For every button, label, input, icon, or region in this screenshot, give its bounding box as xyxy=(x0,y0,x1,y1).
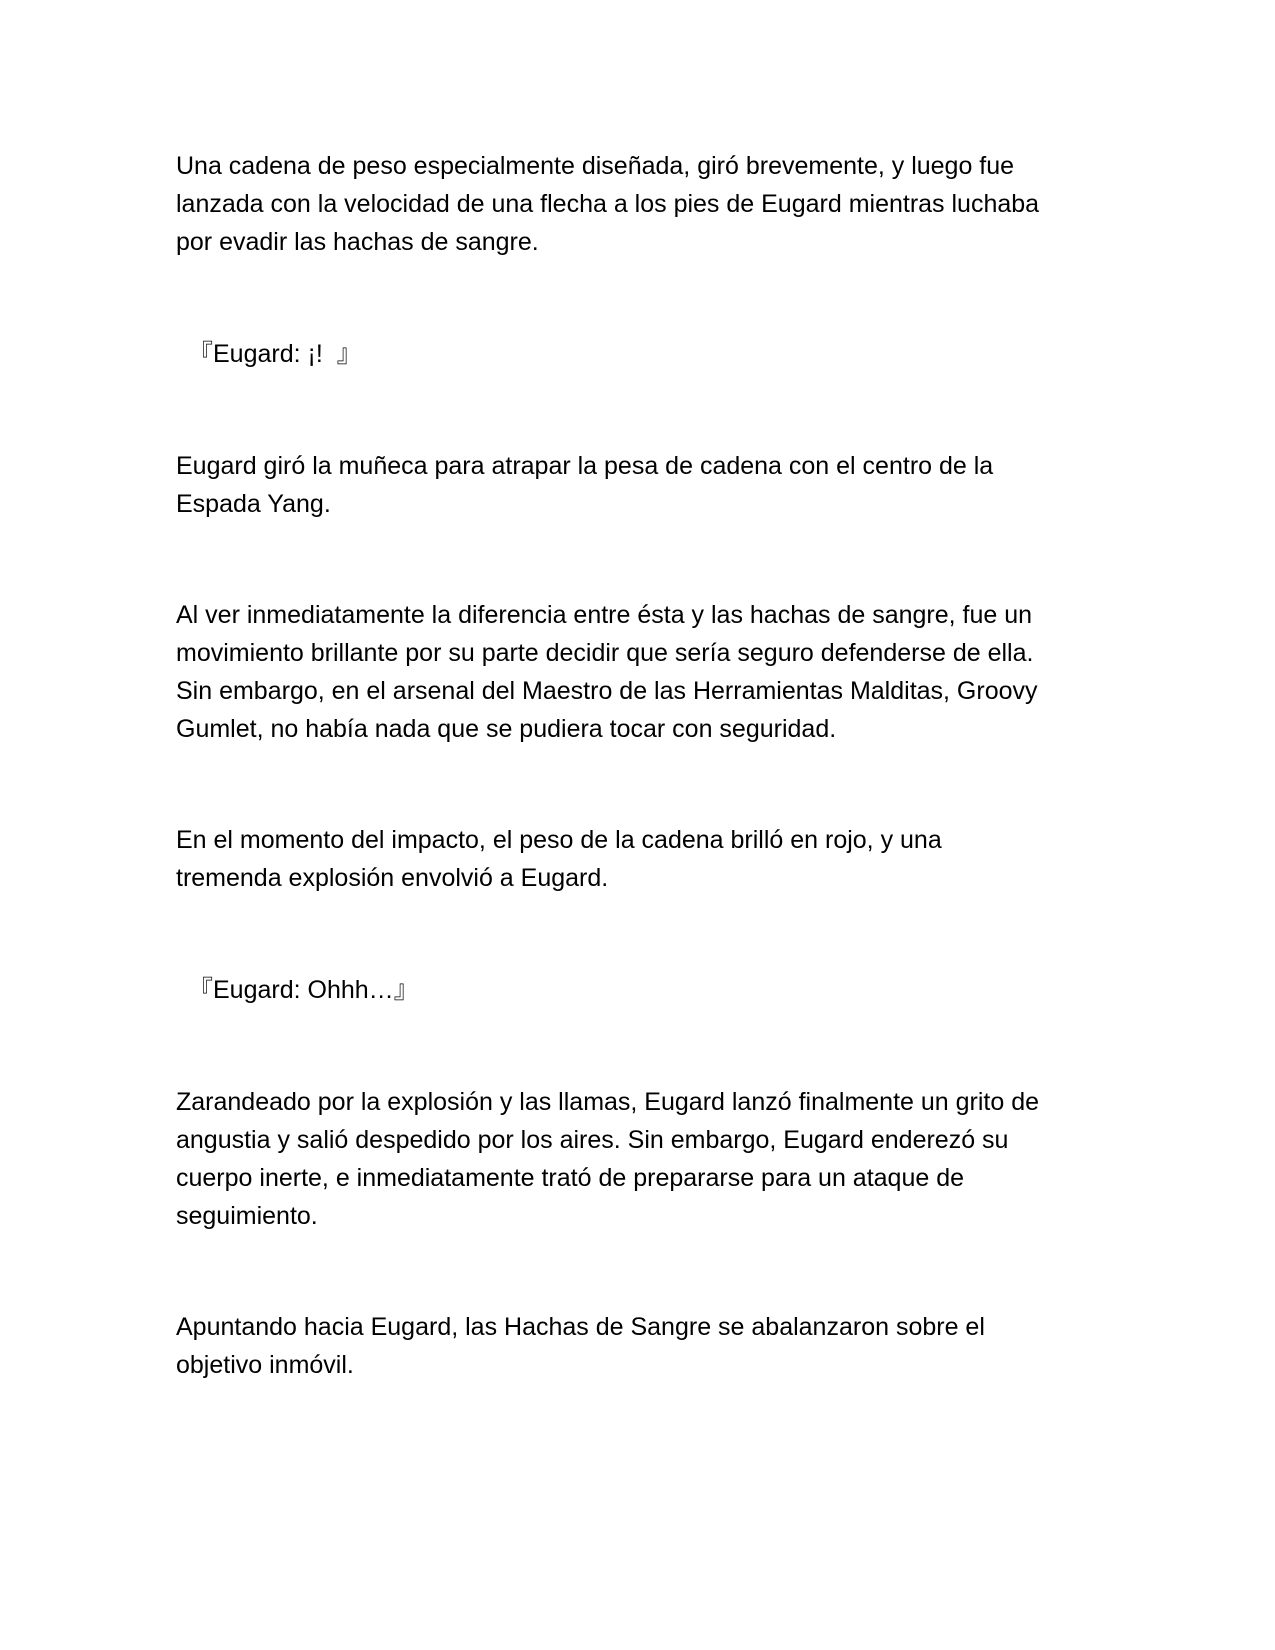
paragraph-chain-weight: Una cadena de peso especialmente diseñada, giró brevemente, y luego fue lanzada con la velocidad de una flecha a los pies de Eugard mientras luchaba por evadir las hachas de sangre. xyxy=(176,152,1040,256)
paragraph-wrist-turn: Eugard giró la muñeca para atrapar la pesa de cadena con el centro de la Espada Yang. xyxy=(176,452,994,518)
dialogue-eugard-exclamation: 『Eugard: ¡! 』 xyxy=(188,340,362,368)
paragraph-difference: Al ver inmediatamente la diferencia entre ésta y las hachas de sangre, fue un movimiento brillante por su parte decidir que sería seguro defenderse de ella. Sin embargo, en el arsenal del Maestro de las Herramientas Malditas, Groovy Gumlet, no había nada que se pudiera tocar con seguridad. xyxy=(176,601,1038,743)
paragraph-impact: En el momento del impacto, el peso de la cadena brilló en rojo, y una tremenda explosión envolvió a Eugard. xyxy=(176,826,942,892)
paragraph-explosion: Zarandeado por la explosión y las llamas, Eugard lanzó finalmente un grito de angustia y salió despedido por los aires. Sin embargo, Eugard enderezó su cuerpo inerte, e inmediatamente trató de prepararse para un ataque de seguimiento. xyxy=(176,1088,1040,1230)
dialogue-eugard-ohhh: 『Eugard: Ohhh…』 xyxy=(188,976,419,1004)
paragraph-blood-axes: Apuntando hacia Eugard, las Hachas de Sangre se abalanzaron sobre el objetivo inmóvil. xyxy=(176,1313,985,1379)
